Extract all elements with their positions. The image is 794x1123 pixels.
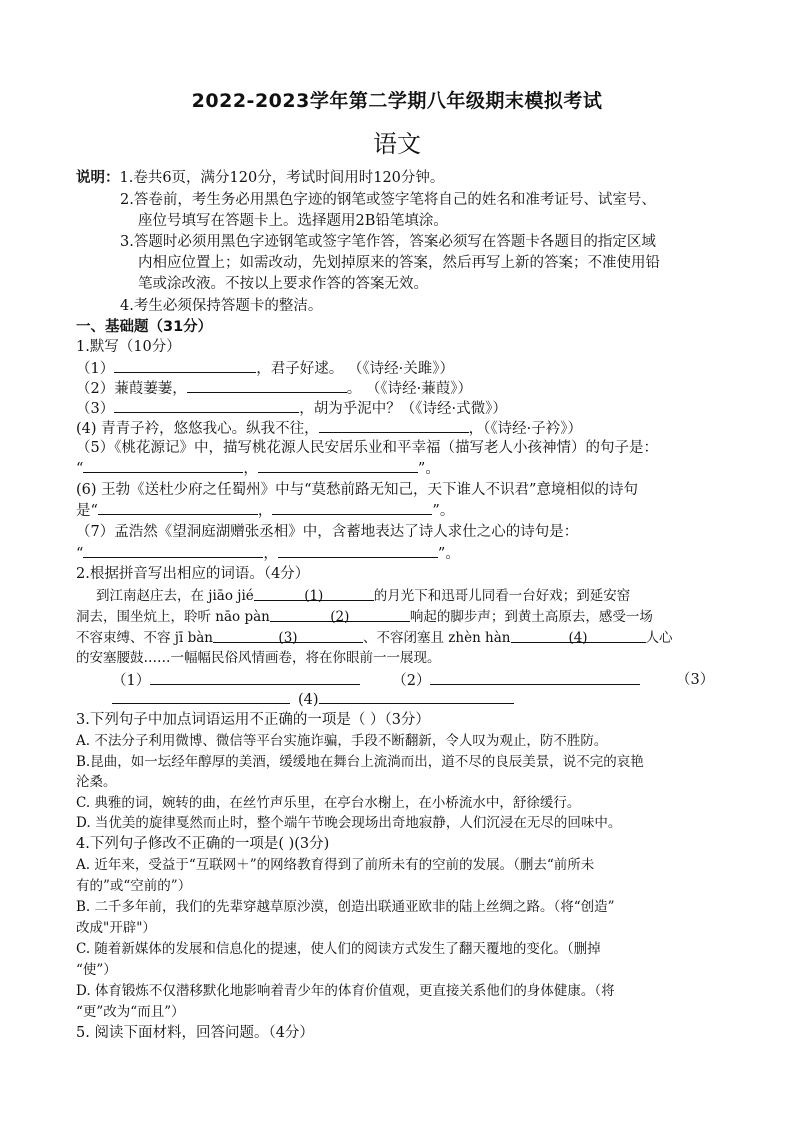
q1-line-4: (4) 青青子衿，悠悠我心。纵我不往， ，（《诗经·子衿》） — [76, 418, 582, 439]
q1-line-3: （3） ，胡为乎泥中？（《诗经·式微》） — [76, 398, 507, 419]
pinyin-blank-4[interactable]: (4) — [511, 628, 646, 643]
q3-option-c: C. 典雅的词，婉转的曲，在丝竹声乐里，在亭台水榭上，在小桥流水中，舒徐缓行。 — [76, 795, 581, 811]
instructions-line-1: 说明：1.卷共6页，满分120分，考试时间用时120分钟。 — [76, 169, 445, 186]
q1-line-2: （2）蒹葭萋萋， 。 （《诗经·蒹葭》） — [76, 378, 472, 399]
q4-option-c-cont: “使”） — [76, 962, 117, 978]
q4-option-d-cont: “更”改为“而且”） — [76, 1004, 185, 1020]
answer-blank-2[interactable] — [430, 670, 640, 685]
answer-blank-1[interactable] — [150, 670, 360, 685]
answer-blank[interactable] — [258, 458, 418, 473]
q1-title: 1.默写（10分） — [76, 339, 181, 355]
answer-blank[interactable] — [83, 458, 243, 473]
q4-option-b: B. 二千多年前，我们的先辈穿越草原沙漠，创造出联通亚欧非的陆上丝绸之路。（将“创造” — [76, 899, 615, 915]
q1-line-5: （5）《桃花源记》中，描写桃花源人民安居乐业和平幸福（描写老人小孩神情）的句子是： — [76, 440, 658, 456]
q1-line-6: “ ， ”。 — [76, 458, 440, 479]
instructions-line-6: 笔或涂改液。不按以上要求作答的答案无效。 — [138, 276, 428, 292]
pinyin-blank-2[interactable]: (2) — [270, 607, 410, 622]
q2-answer-row-2: (4) — [112, 689, 514, 710]
q2-passage-line-4: 的安塞腰鼓……一幅幅民俗风情画卷，将在你眼前一一展现。 — [76, 650, 441, 666]
q2-answer-row-1: （1） （2） — [112, 670, 640, 691]
instructions-line-2: 2.答卷前，考生务必用黑色字迹的钢笔或签字笔将自己的姓名和准考证号、试室号、 — [120, 192, 656, 208]
q2-title: 2.根据拼音写出相应的词语。（4分） — [76, 566, 310, 582]
q2-passage-line-1: 到江南赵庄去，在 jiāo jié (1) 的月光下和迅哥儿同看一台好戏；到延安窑 — [96, 588, 631, 604]
q3-option-b: B.昆曲，如一坛经年醇厚的美酒，缓缓地在舞台上流淌而出，道不尽的良辰美景，说不完的哀艳 — [76, 754, 644, 770]
instructions-label: 说明： — [76, 169, 120, 186]
answer-blank-4[interactable] — [319, 689, 514, 704]
instructions-line-3: 座位号填写在答题卡上。选择题用2B铅笔填涂。 — [138, 213, 448, 229]
instructions-line-7: 4.考生必须保持答题卡的整洁。 — [120, 298, 323, 314]
q4-option-c: C. 随着新媒体的发展和信息化的提速，使人们的阅读方式发生了翻天覆地的变化。（删掉 — [76, 941, 601, 957]
q1-line-7: (6) 王勃《送杜少府之任蜀州》中与“莫愁前路无知己，天下谁人不识君”意境相似的诗句 — [76, 482, 638, 498]
q1-line-8: 是“ ， ”。 — [76, 500, 454, 521]
q1-line-10: “ ， ”。 — [76, 543, 460, 564]
answer-blank[interactable] — [114, 398, 299, 413]
q4-title: 4.下列句子修改不正确的一项是( )(3分) — [76, 836, 330, 852]
q3-option-d: D. 当优美的旋律戛然而止时，整个端午节晚会现场出奇地寂静，人们沉浸在无尽的回味中。 — [76, 815, 622, 831]
q4-option-a: A. 近年来，受益于“互联网＋”的网络教育得到了前所未有的空前的发展。（删去“前所未 — [76, 857, 595, 873]
q2-passage-line-3: 不容束缚、不容 jī bàn (3) 、不容闭塞且 zhèn hàn (4) 人心 — [76, 630, 673, 646]
answer-blank-3[interactable] — [112, 689, 290, 704]
subject-title: 语文 — [373, 130, 421, 158]
section-heading: 一、基础题（31分） — [76, 319, 213, 335]
instructions-line-4: 3.答题时必须用黑色字迹钢笔或签字笔作答，答案必须写在答题卡各题目的指定区域 — [120, 234, 656, 250]
answer-blank[interactable] — [319, 418, 469, 433]
exam-title: 2022-2023学年第二学期八年级期末模拟考试 — [191, 90, 603, 112]
pinyin-blank-3[interactable]: (3) — [213, 628, 363, 643]
answer-blank[interactable] — [83, 543, 263, 558]
q4-option-a-cont: 有的”或“空前的”） — [76, 878, 192, 894]
answer-blank[interactable] — [187, 378, 347, 393]
q3-title: 3.下列句子中加点词语运用不正确的一项是（ ）（3分） — [76, 712, 430, 728]
answer-blank[interactable] — [272, 500, 432, 515]
q3-option-b-cont: 沦桑。 — [76, 774, 117, 790]
q4-option-d: D. 体育锻炼不仅潜移默化地影响着青少年的体育价值观，更直接关系他们的身体健康。（将 — [76, 983, 615, 999]
q2-answer-label-3: （3） — [676, 672, 715, 688]
answer-blank[interactable] — [114, 358, 256, 373]
q1-line-1: （1） ，君子好逑。 （《诗经·关雎》） — [76, 358, 454, 379]
q1-line-9: （7）孟浩然《望洞庭湖赠张丞相》中，含蓄地表达了诗人求仕之心的诗句是： — [76, 524, 579, 540]
q4-option-b-cont: 改成"开辟"） — [76, 920, 156, 936]
q3-option-a: A. 不法分子利用微博、微信等平台实施诈骗，手段不断翻新，令人叹为观止，防不胜防。 — [76, 733, 608, 749]
q5-title: 5. 阅读下面材料，回答问题。（4分） — [76, 1025, 314, 1041]
q2-passage-line-2: 洞去，围坐炕上，聆听 nāo pàn (2) 响起的脚步声；到黄土高原去，感受一场 — [76, 609, 653, 625]
instructions-line-5: 内相应位置上；如需改动，先划掉原来的答案，然后再写上新的答案；不准使用铅 — [138, 255, 660, 271]
answer-blank[interactable] — [278, 543, 438, 558]
pinyin-blank-1[interactable]: (1) — [254, 586, 374, 601]
answer-blank[interactable] — [98, 500, 258, 515]
